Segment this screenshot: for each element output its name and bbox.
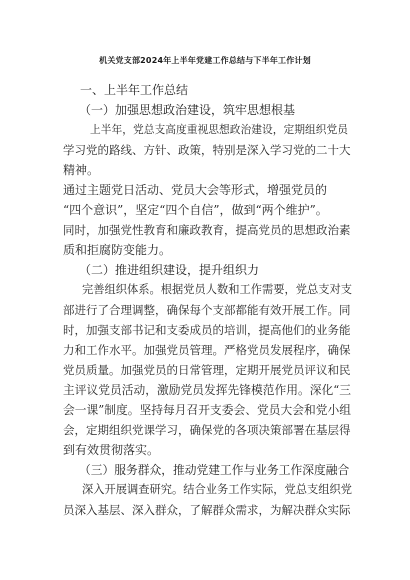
paragraph-line: 员深入基层、深入群众，了解群众需求，为解决群众实际 bbox=[63, 503, 351, 517]
paragraph-line: 党员质量。加强党员的日常管理，定期开展党员评议和民 bbox=[63, 363, 351, 377]
paragraph-line: 学习党的路线、方针、政策，特别是深入学习党的二十大 bbox=[63, 143, 351, 157]
paragraph-line: 深入开展调查研究。结合业务工作实际，党总支组织党 bbox=[82, 483, 353, 496]
section-heading: 一、上半年工作总结 bbox=[80, 83, 189, 97]
paragraph-line: 同时，加强党性教育和廉政教育，提高党员的思想政治素 bbox=[63, 223, 351, 237]
paragraph-line: 时，加强支部书记和支委成员的培训，提高他们的业务能 bbox=[63, 323, 351, 337]
paragraph-line: 会一课”制度。坚持每月召开支委会、党员大会和党小组 bbox=[63, 403, 352, 417]
paragraph-line: 部进行了合理调整，确保每个支部都能有效开展工作。同 bbox=[63, 303, 351, 317]
subsection-heading: （二）推进组织建设，提升组织力 bbox=[79, 263, 260, 277]
subsection-heading: （一）加强思想政治建设，筑牢思想根基 bbox=[79, 103, 296, 117]
paragraph-line: 力和工作水平。加强党员管理。严格党员发展程序，确保 bbox=[63, 343, 351, 357]
paragraph-line: 通过主题党日活动、党员大会等形式，增强党员的 bbox=[63, 183, 328, 197]
paragraph-line: 精神。 bbox=[63, 163, 100, 177]
document-title: 机关党支部2024年上半年党建工作总结与下半年工作计划 bbox=[99, 56, 311, 65]
subsection-heading: （三）服务群众，推动党建工作与业务工作深度融合 bbox=[79, 463, 350, 477]
paragraph-line: 到有效贯彻落实。 bbox=[63, 443, 160, 457]
paragraph-line: 上半年，党总支高度重视思想政治建设，定期组织党员 bbox=[90, 123, 349, 136]
paragraph-line: 完善组织体系。根据党员人数和工作需要，党总支对支 bbox=[82, 283, 353, 296]
paragraph-line: 会，定期组织党课学习，确保党的各项决策部署在基层得 bbox=[63, 423, 351, 437]
paragraph-line: 主评议党员活动，激励党员发挥先锋模范作用。深化“三 bbox=[63, 383, 352, 397]
paragraph-line: “四个意识”，坚定“四个自信”，做到“两个维护”。 bbox=[63, 203, 328, 217]
paragraph-line: 质和拒腐防变能力。 bbox=[63, 243, 172, 257]
